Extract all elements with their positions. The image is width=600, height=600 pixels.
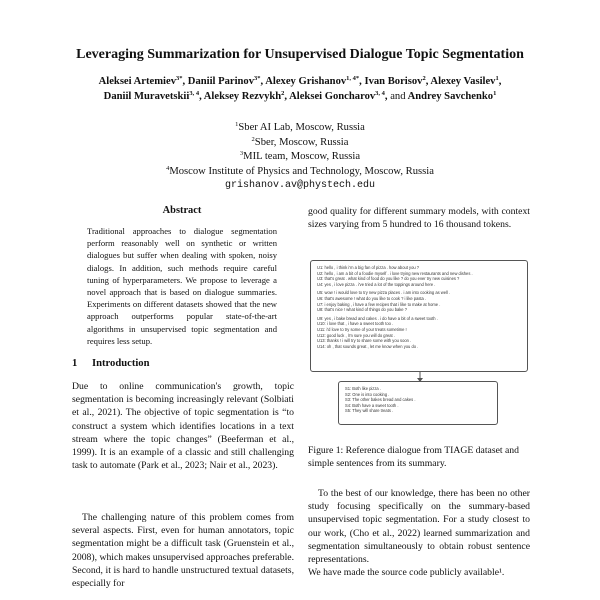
- figure-caption: Figure 1: Reference dialogue from TIAGE dataset and simple sentences from its summary.: [308, 445, 519, 470]
- and-word: and: [390, 91, 406, 102]
- section-title: Introduction: [92, 358, 150, 369]
- summary-sentence: S5: They will share treats .: [345, 408, 394, 414]
- intro-paragraph-continued: good quality for different summary models, with context sizes varying from 5 hundred to 16 thousand tokens.: [308, 206, 530, 231]
- author-affil-marker: 3, 4: [189, 90, 200, 97]
- author-affil-marker: 3*: [176, 75, 183, 82]
- affil-marker: 4: [166, 164, 170, 172]
- affiliation-line: [0, 121, 600, 136]
- dialogue-utterance: U14: oh , that sounds great , let me know when you do .: [317, 343, 419, 349]
- author-affil-marker: 2: [422, 75, 426, 82]
- affil-marker: 1: [235, 121, 239, 128]
- affil-marker: 2: [251, 135, 255, 143]
- contact-email[interactable]: grishanov.av@phystech.edu: [224, 180, 376, 191]
- affil-text: MIL team, Moscow, Russia: [243, 151, 361, 162]
- section-heading: [72, 358, 150, 369]
- author-name: Daniil Muravetskii: [103, 91, 190, 102]
- dialogue-utterance: U7: i enjoy baking , i have a few recipes that i like to make at home .: [317, 301, 441, 307]
- dialogue-utterance: U2: hello , i am a bit of a foodie myself . i love trying new restaurants and new dishes .: [317, 270, 473, 276]
- author-name: Ivan Borisov: [364, 76, 423, 87]
- intro-paragraph-3: To the best of our knowledge, there has been no other study focusing specifically on the summary-based unsupervised topic segmentation. For a study closest to our work, (Cho et al., 2022) learned summarization and segmentation simultaneously to obtain robust sentence representations.: [308, 488, 530, 566]
- dialogue-utterance: U5: wow ! i would love to try new pizza places . i am into cooking as well .: [317, 290, 451, 296]
- author-affil-marker: 1: [493, 90, 497, 97]
- author-name: Aleksei Artemiev: [98, 76, 176, 87]
- abstract-heading: Abstract: [162, 205, 202, 216]
- dialogue-box: [310, 260, 528, 372]
- dialogue-utterance: U12: good luck , i'm sure you will do great .: [317, 332, 395, 338]
- summary-sentence: S1: Both like pizza .: [345, 386, 381, 391]
- summary-sentence: S2: One is into cooking .: [345, 391, 390, 397]
- dialogue-utterance: U4: yes , i love pizza . i've tried a lot of the toppings around here .: [317, 281, 436, 287]
- author-affil-marker: 1, 4*: [346, 75, 360, 82]
- figure-1: [310, 260, 528, 430]
- affil-text: Sber, Moscow, Russia: [254, 136, 349, 148]
- dialogue-utterance: U8: that's nice ! what kind of things do you bake ?: [317, 307, 407, 313]
- author-name: Alexey Vasilev: [430, 76, 496, 87]
- intro-paragraph-4: We have made the source code publicly available¹.: [308, 567, 505, 578]
- dialogue-utterance: U13: thanks ! i will try to share some with you soon .: [317, 338, 412, 344]
- author-affil-marker: 3*: [254, 75, 261, 82]
- affiliation-line: [0, 136, 600, 151]
- abstract-text: Traditional approaches to dialogue segmentation perform reasonably well on synthetic or written dialogues but suffer when dealing with spoken, noisy dialogs. In addition, such methods require careful tuning of hyperparameters. We propose to leverage a novel approach that is based on dialogue summaries. Experiments on different datasets showed that the new approach outperforms popular state-of-the-art algorithms in unsupervised topic segmentation and requires less setup.: [87, 226, 277, 346]
- dialogue-utterance: U1: hello , i think i'm a big fan of pizza . how about you ?: [317, 265, 420, 270]
- summary-sentence: S4: Both have a sweet tooth .: [345, 402, 399, 408]
- intro-paragraph-2: The challenging nature of this problem comes from several aspects. First, even for human annotators, topic segmentation might be a difficult task (Gruenstein et al., 2008), which makes unsupervised approaches preferable. Second, it is hard to handle unstructured textual datasets, especially for: [72, 512, 294, 590]
- author-name: Andrey Savchenko: [407, 91, 494, 102]
- dialogue-utterance: U3: that's great . what kind of food do you like ? do you ever try new cuisines ?: [317, 276, 460, 282]
- affiliation-line: [0, 150, 600, 165]
- author-affil-marker: 3, 4: [375, 90, 385, 97]
- summary-sentence: S3: The other bakes bread and cakes .: [345, 397, 416, 403]
- affil-text: Moscow Institute of Physics and Technology, Moscow, Russia: [169, 165, 434, 177]
- author-name: Aleksei Goncharov: [289, 91, 376, 102]
- affil-text: Sber AI Lab, Moscow, Russia: [238, 122, 365, 133]
- section-number: 1: [72, 358, 78, 369]
- author-name: Daniil Parinov: [187, 76, 255, 87]
- dialogue-utterance: U6: that's awesome ! what do you like to cook ? i like pasta .: [317, 295, 427, 301]
- author-affil-marker: 1: [495, 75, 499, 82]
- author-list: Aleksei Artemiev$^{3*}$, Daniil Parinov$^{3*}$, Alexey Grishanov$^{1, 4*}$, Ivan Borisov$^2$, Alexey Vasilev$^1$, Daniil Muravetskii$^{3, 4}$, Aleksey Rezvykh$^2$, Aleksei Goncharov$^{3, 4}$, and Andrey Savchenko$^1$: [98, 75, 502, 102]
- affiliation-line: [0, 165, 600, 180]
- author-name: Aleksey Rezvykh: [203, 91, 282, 102]
- summary-box: [338, 381, 498, 425]
- paper-title: Leveraging Summarization for Unsupervised Dialogue Topic Segmentation: [76, 47, 524, 62]
- intro-paragraph-1: Due to online communication's growth, topic segmentation is becoming increasingly relevant (Solbiati et al., 2021). The objective of topic segmentation is “to construct a system which identifies locations in a text stream where the topic changes” (Beeferman et al., 1999). It is an example of a classic and still challenging task to automate (Park et al., 2023; Nair et al., 2023).: [72, 381, 294, 472]
- affil-marker: 3: [239, 150, 244, 157]
- affiliations: [0, 121, 600, 194]
- dialogue-utterance: U11: i'd love to try some of your treats sometime !: [317, 326, 407, 332]
- dialogue-utterance: U9: yes , i bake bread and cakes . i do have a bit of a sweet tooth .: [317, 315, 438, 321]
- author-name: Alexey Grishanov: [265, 76, 347, 87]
- dialogue-utterance: U10: i love that , i have a sweet tooth too .: [317, 321, 394, 327]
- author-affil-marker: 2: [281, 90, 285, 97]
